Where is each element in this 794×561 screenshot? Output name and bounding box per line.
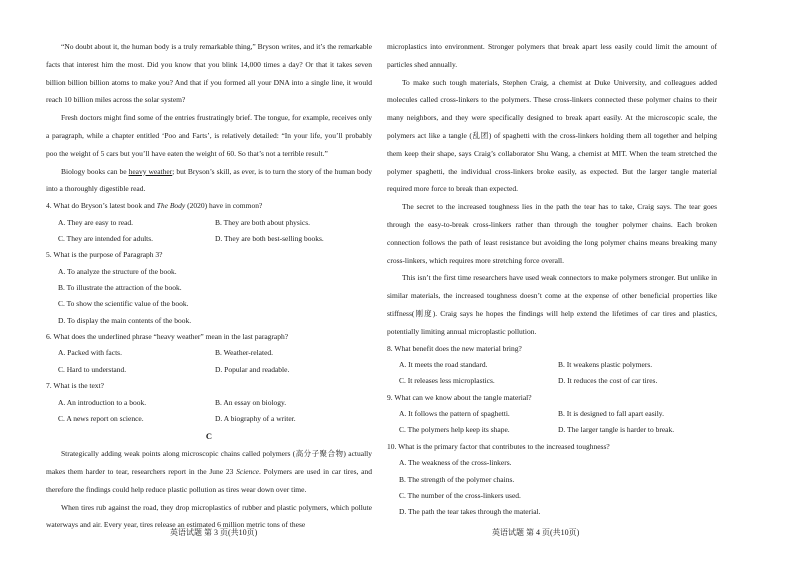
question-10: 10. What is the primary factor that contributes to the increased toughness? <box>387 441 610 451</box>
question-6: 6. What does the underlined phrase “heavy weather” mean in the last paragraph? <box>46 331 289 341</box>
q6-option-c: C. Hard to understand. <box>58 364 127 374</box>
q8-option-b: B. It weakens plastic polymers. <box>558 360 653 370</box>
q7-option-b: B. An essay on biology. <box>215 397 287 407</box>
q10-option-d: D. The path the tear takes through the material. <box>399 507 541 517</box>
question-5: 5. What is the purpose of Paragraph 3? <box>46 250 163 260</box>
q10-option-a: A. The weakness of the cross-linkers. <box>399 458 512 468</box>
q6-option-b: B. Weather-related. <box>215 348 274 358</box>
q9-option-b: B. It is designed to fall apart easily. <box>558 409 664 419</box>
passage-b-paragraph-2: Fresh doctors might find some of the entries frustratingly brief. The tongue, for example, receives only a paragraph, while a chapter entitled ‘Poo and Farts’, is relatively detailed: “In your life, you’ll probably poo the weight of 5 cars but you’ll have eaten the weight of 60. So that’s not a terrible result.” <box>46 113 372 158</box>
question-4-options <box>46 215 372 248</box>
section-c-heading: C <box>205 431 213 442</box>
question-10-options <box>387 455 717 520</box>
right-page-column <box>387 38 717 520</box>
q5-option-c: C. To show the scientific value of the book. <box>58 299 189 309</box>
q4-book-title: The Body <box>156 201 186 211</box>
passage-c-paragraph-2-continued: microplastics into environment. Stronger polymers that break apart less easily could limit the amount of particles shed annually. <box>387 42 717 69</box>
c1-text-after: . Polymers are used in car tires, and therefore the findings could help reduce plastic pollution as tires wear down over time. <box>46 466 372 494</box>
question-7-options <box>46 395 372 428</box>
q7-option-c: C. A news report on science. <box>58 413 144 423</box>
q7-option-a: A. An introduction to a book. <box>58 397 147 407</box>
question-9-options <box>387 406 717 439</box>
p3-text-before: Biology books can be <box>61 166 129 176</box>
q8-option-c: C. It releases less microplastics. <box>399 376 495 386</box>
question-6-options <box>46 345 372 378</box>
p3-text-after: ; but Bryson’s skill, as ever, is to turn the story of the human body into a thoroughly digestible read. <box>46 166 372 194</box>
passage-c-paragraph-4: The secret to the increased toughness lies in the path the tear has to take, Craig says. The tear goes through the easy-to-break cross-linkers rather than through the tougher polymer chains. Each broken connection follows the path of least resistance but avoiding the long polymer chains means breaking many cross-linkers, which requires more stretching force overall. <box>387 202 717 265</box>
c1-text-before: Strategically adding weak points along microscopic chains called polymers (高分子聚合物) actually makes them harder to tear, researchers report in the June 23 <box>46 449 372 476</box>
question-4 <box>46 198 372 215</box>
passage-c-paragraph-3: To make such tough materials, Stephen Craig, a chemist at Duke University, and colleagues added molecules called cross-linkers to the polymers. These cross-linkers connected these polymer chains to their many neighbors, and they were specifically designed to break apart easily. At the microscopic scale, the polymers act like a tangle (乱团) of spaghetti with the cross-linkers holding them all together and helping them keep their shape, says Craig’s collaborator Shu Wang, a chemist at MIT. When the team stretched the polymer spaghetti, the individual cross-linkers broke easily, as expected. But the larger tangle material required more force to break than expected. <box>387 77 717 194</box>
q4-option-a: A. They are easy to read. <box>58 217 134 227</box>
page-footer-right: 英语试题 第 4 页(共10页) <box>492 528 580 537</box>
q8-option-a: A. It meets the road standard. <box>399 360 488 370</box>
q10-option-c: C. The number of the cross-linkers used. <box>399 490 521 500</box>
q6-option-a: A. Packed with facts. <box>58 348 122 358</box>
q10-option-b: B. The strength of the polymer chains. <box>399 474 515 484</box>
q5-option-a: A. To analyze the structure of the book. <box>58 266 177 276</box>
page-footer-left: 英语试题 第 3 页(共10页) <box>170 528 258 537</box>
underlined-phrase: heavy weather <box>128 166 173 176</box>
q9-option-d: D. The larger tangle is harder to break. <box>558 425 675 435</box>
q6-option-d: D. Popular and readable. <box>215 364 290 374</box>
passage-b-paragraph-3 <box>46 163 372 199</box>
q4-text-before: 4. What do Bryson’s latest book and <box>46 201 157 211</box>
q8-option-d: D. It reduces the cost of car tires. <box>558 376 658 386</box>
question-9: 9. What can we know about the tangle material? <box>387 392 532 402</box>
question-5-options <box>46 264 372 329</box>
q9-option-c: C. The polymers help keep its shape. <box>399 425 510 435</box>
question-8: 8. What benefit does the new material bring? <box>387 343 522 353</box>
c1-journal-name: Science <box>236 466 260 476</box>
question-8-options <box>387 357 717 390</box>
q9-option-a: A. It follows the pattern of spaghetti. <box>399 409 510 419</box>
q4-option-c: C. They are intended for adults. <box>58 233 154 243</box>
question-7: 7. What is the text? <box>46 381 104 391</box>
q4-option-d: D. They are both best-selling books. <box>215 233 324 243</box>
q5-option-b: B. To illustrate the attraction of the book. <box>58 283 182 293</box>
passage-c-paragraph-5: This isn’t the first time researchers have used weak connectors to make polymers stronger. But unlike in similar materials, the increased toughness doesn’t come at the expense of other beneficial properties like stiffness(刚度). Craig says he hopes the findings will help extend the lifetimes of car tires and plastics, potentially limiting annual microplastic pollution. <box>387 273 717 336</box>
q5-option-d: D. To display the main contents of the book. <box>58 315 192 325</box>
q4-text-after: (2020) have in common? <box>185 201 263 211</box>
passage-c-paragraph-1 <box>46 445 372 498</box>
left-page-column <box>46 38 372 534</box>
q4-option-b: B. They are both about physics. <box>215 217 311 227</box>
q7-option-d: D. A biography of a writer. <box>215 413 296 423</box>
passage-c-paragraph-2: When tires rub against the road, they drop microplastics of rubber and plastic polymers, which pollute waterways and air. Every year, tires release an estimated 6 million metric tons of these <box>46 502 372 530</box>
passage-b-paragraph-1: “No doubt about it, the human body is a truly remarkable thing,” Bryson writes, and it’s the remarkable facts that interest him the most. Did you know that you blink 14,000 times a day? Or that it takes seven billion billion billion atoms to make you? And that if you formed all your DNA into a single line, it would reach 10 billion miles across the solar system? <box>46 42 372 105</box>
